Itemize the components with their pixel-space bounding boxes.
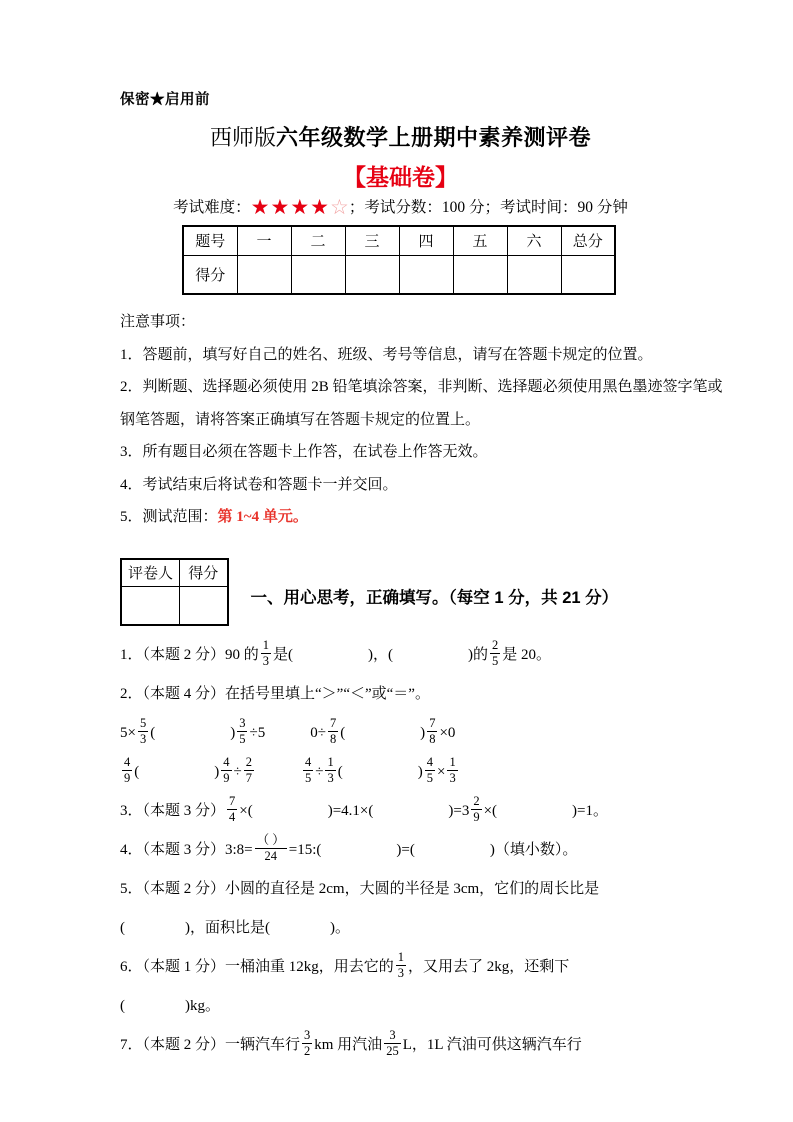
fraction: $\frac{4}{9}$ bbox=[124, 754, 131, 785]
score-table-header-cell: 六 bbox=[507, 226, 561, 255]
empty-star-icon: ☆ bbox=[329, 195, 349, 219]
question-1: 1．（本题 2 分）90 的 $\frac{1}{3}$ 是( )，( )的 $\frac{2}{5}$ 是 20。 bbox=[120, 637, 552, 668]
note-item-4: 4．考试结束后将试卷和答题卡一并交回。 bbox=[120, 476, 398, 493]
secrecy-notice: 保密★启用前 bbox=[120, 92, 210, 108]
grader-header-row bbox=[121, 559, 228, 587]
questions bbox=[120, 636, 681, 1065]
score-cell-empty bbox=[291, 255, 345, 294]
score-cell-empty bbox=[507, 255, 561, 294]
fraction: $\frac{4}{9}$ bbox=[223, 754, 230, 785]
fraction: $\frac{7}{8}$ bbox=[429, 715, 436, 746]
exam-title bbox=[120, 123, 681, 153]
fraction: $\frac{2}{5}$ bbox=[492, 637, 499, 668]
question-5: 5．（本题 2 分）小圆的直径是 2cm，大圆的半径是 3cm，它们的周长比是 ( )，面积比是( )。 bbox=[120, 880, 600, 936]
fraction: $\frac{( )}{24}$ bbox=[256, 832, 285, 863]
score-cell-empty bbox=[237, 255, 291, 294]
note-item-2: 2．判断题、选择题必须使用 2B 铅笔填涂答案，非判断、选择题必须使用黑色墨迹签字笔或 钢笔答题，请将答案正确填写在答题卡规定的位置上。 bbox=[120, 379, 723, 428]
score-table-header-cell: 三 bbox=[345, 226, 399, 255]
fraction: $\frac{3}{5}$ bbox=[239, 715, 246, 746]
score-cell-empty bbox=[561, 255, 615, 294]
question-6: 6．（本题 1 分）一桶油重 12kg，用去它的 $\frac{1}{3}$ ，又用去了 2kg，还剩下 ( )kg。 bbox=[120, 949, 570, 1014]
fraction: $\frac{5}{3}$ bbox=[139, 715, 147, 746]
filled-stars-icon: ★★★★ bbox=[250, 195, 330, 219]
grader-empty-row bbox=[121, 587, 228, 625]
exam-subtitle: 【基础卷】 bbox=[343, 164, 458, 190]
score-cell-empty bbox=[399, 255, 453, 294]
score-table-header-cell: 一 bbox=[237, 226, 291, 255]
fraction: $\frac{7}{8}$ bbox=[329, 715, 337, 746]
fraction: $\frac{7}{4}$ bbox=[229, 793, 236, 824]
score-table-header-cell: 五 bbox=[453, 226, 507, 255]
notes bbox=[120, 306, 723, 534]
score-table-header-cell: 二 bbox=[291, 226, 345, 255]
question-3: 3．（本题 3 分） $\frac{7}{4}$ ×( )=4.1×( )=3 $\frac{2}{9}$ ×( )=1。 bbox=[120, 793, 609, 824]
score-cell-empty bbox=[453, 255, 507, 294]
exam-title-prefix: 西师版 bbox=[209, 125, 276, 150]
note-item-5: 5．测试范围：第 1~4 单元。 bbox=[120, 509, 308, 525]
exam-title-main: 六年级数学上册期中素养测评卷 bbox=[276, 125, 592, 150]
score-table bbox=[182, 225, 616, 295]
fraction: $\frac{4}{5}$ bbox=[426, 754, 433, 785]
highlight-text: 第 1~4 单元。 bbox=[217, 509, 308, 525]
grader-cell-empty bbox=[121, 587, 180, 625]
grader-table bbox=[120, 558, 229, 626]
score-table-header-cell: 总分 bbox=[561, 226, 615, 255]
score-table-score-row bbox=[183, 255, 615, 294]
meta-suffix: ；考试分数：100 分；考试时间：90 分钟 bbox=[348, 199, 628, 216]
question-7: 7．（本题 2 分）一辆汽车行 $\frac{3}{2}$ km 用汽油 $\frac{3}{25}$ L，1L 汽油可供这辆汽车行 bbox=[120, 1027, 582, 1058]
score-table-header-cell: 四 bbox=[399, 226, 453, 255]
fraction: $\frac{1}{3}$ bbox=[449, 754, 456, 785]
question-4: 4．（本题 3 分）3:8= $\frac{( )}{24}$ =15:( )=( )（填小数）。 bbox=[120, 832, 578, 863]
notes-title: 注意事项： bbox=[120, 314, 196, 330]
section-one-head bbox=[120, 558, 681, 626]
question-2: 2．（本题 4 分）在括号里填上“＞”“＜”或“＝”。 5× $\frac{5}{3}$ ( ) $\frac{3}{5}$ ÷5 0÷ $\frac{7}{8}$ ( ) $\frac{7}{8}$ ×0 $\frac{4}{9}$ ( ) $\frac{4}{9}$ ÷ $\frac{2}{7}$ $\frac{4}{5}$ ÷ $\frac{1}{3}$ ( ) $\frac{4}{5}$ × $\frac{1}{3}$ bbox=[120, 685, 456, 785]
fraction: $\frac{2}{7}$ bbox=[245, 754, 252, 785]
fraction: $\frac{2}{9}$ bbox=[473, 793, 480, 824]
fraction: $\frac{4}{5}$ bbox=[305, 754, 312, 785]
grader-header-cell: 评卷人 bbox=[121, 559, 180, 587]
grader-header-cell: 得分 bbox=[180, 559, 228, 587]
fraction: $\frac{3}{2}$ bbox=[304, 1027, 311, 1058]
score-row-label: 得分 bbox=[183, 255, 237, 294]
score-cell-empty bbox=[345, 255, 399, 294]
fraction: $\frac{3}{25}$ bbox=[386, 1027, 399, 1058]
exam-meta bbox=[120, 196, 681, 219]
fraction: $\frac{1}{3}$ bbox=[397, 949, 405, 980]
score-table-header-cell: 题号 bbox=[183, 226, 237, 255]
score-table-header-row bbox=[183, 226, 615, 255]
note-item-1: 1．答题前，填写好自己的姓名、班级、考号等信息，请写在答题卡规定的位置。 bbox=[120, 346, 653, 363]
fraction: $\frac{1}{3}$ bbox=[262, 637, 270, 668]
grader-cell-empty bbox=[180, 587, 228, 625]
difficulty-label: 考试难度： bbox=[173, 199, 251, 216]
section-one-title: 一、用心思考，正确填写。（每空 1 分，共 21 分） bbox=[250, 588, 619, 607]
fraction: $\frac{1}{3}$ bbox=[327, 754, 334, 785]
note-item-3: 3．所有题目必须在答题卡上作答，在试卷上作答无效。 bbox=[120, 444, 488, 460]
